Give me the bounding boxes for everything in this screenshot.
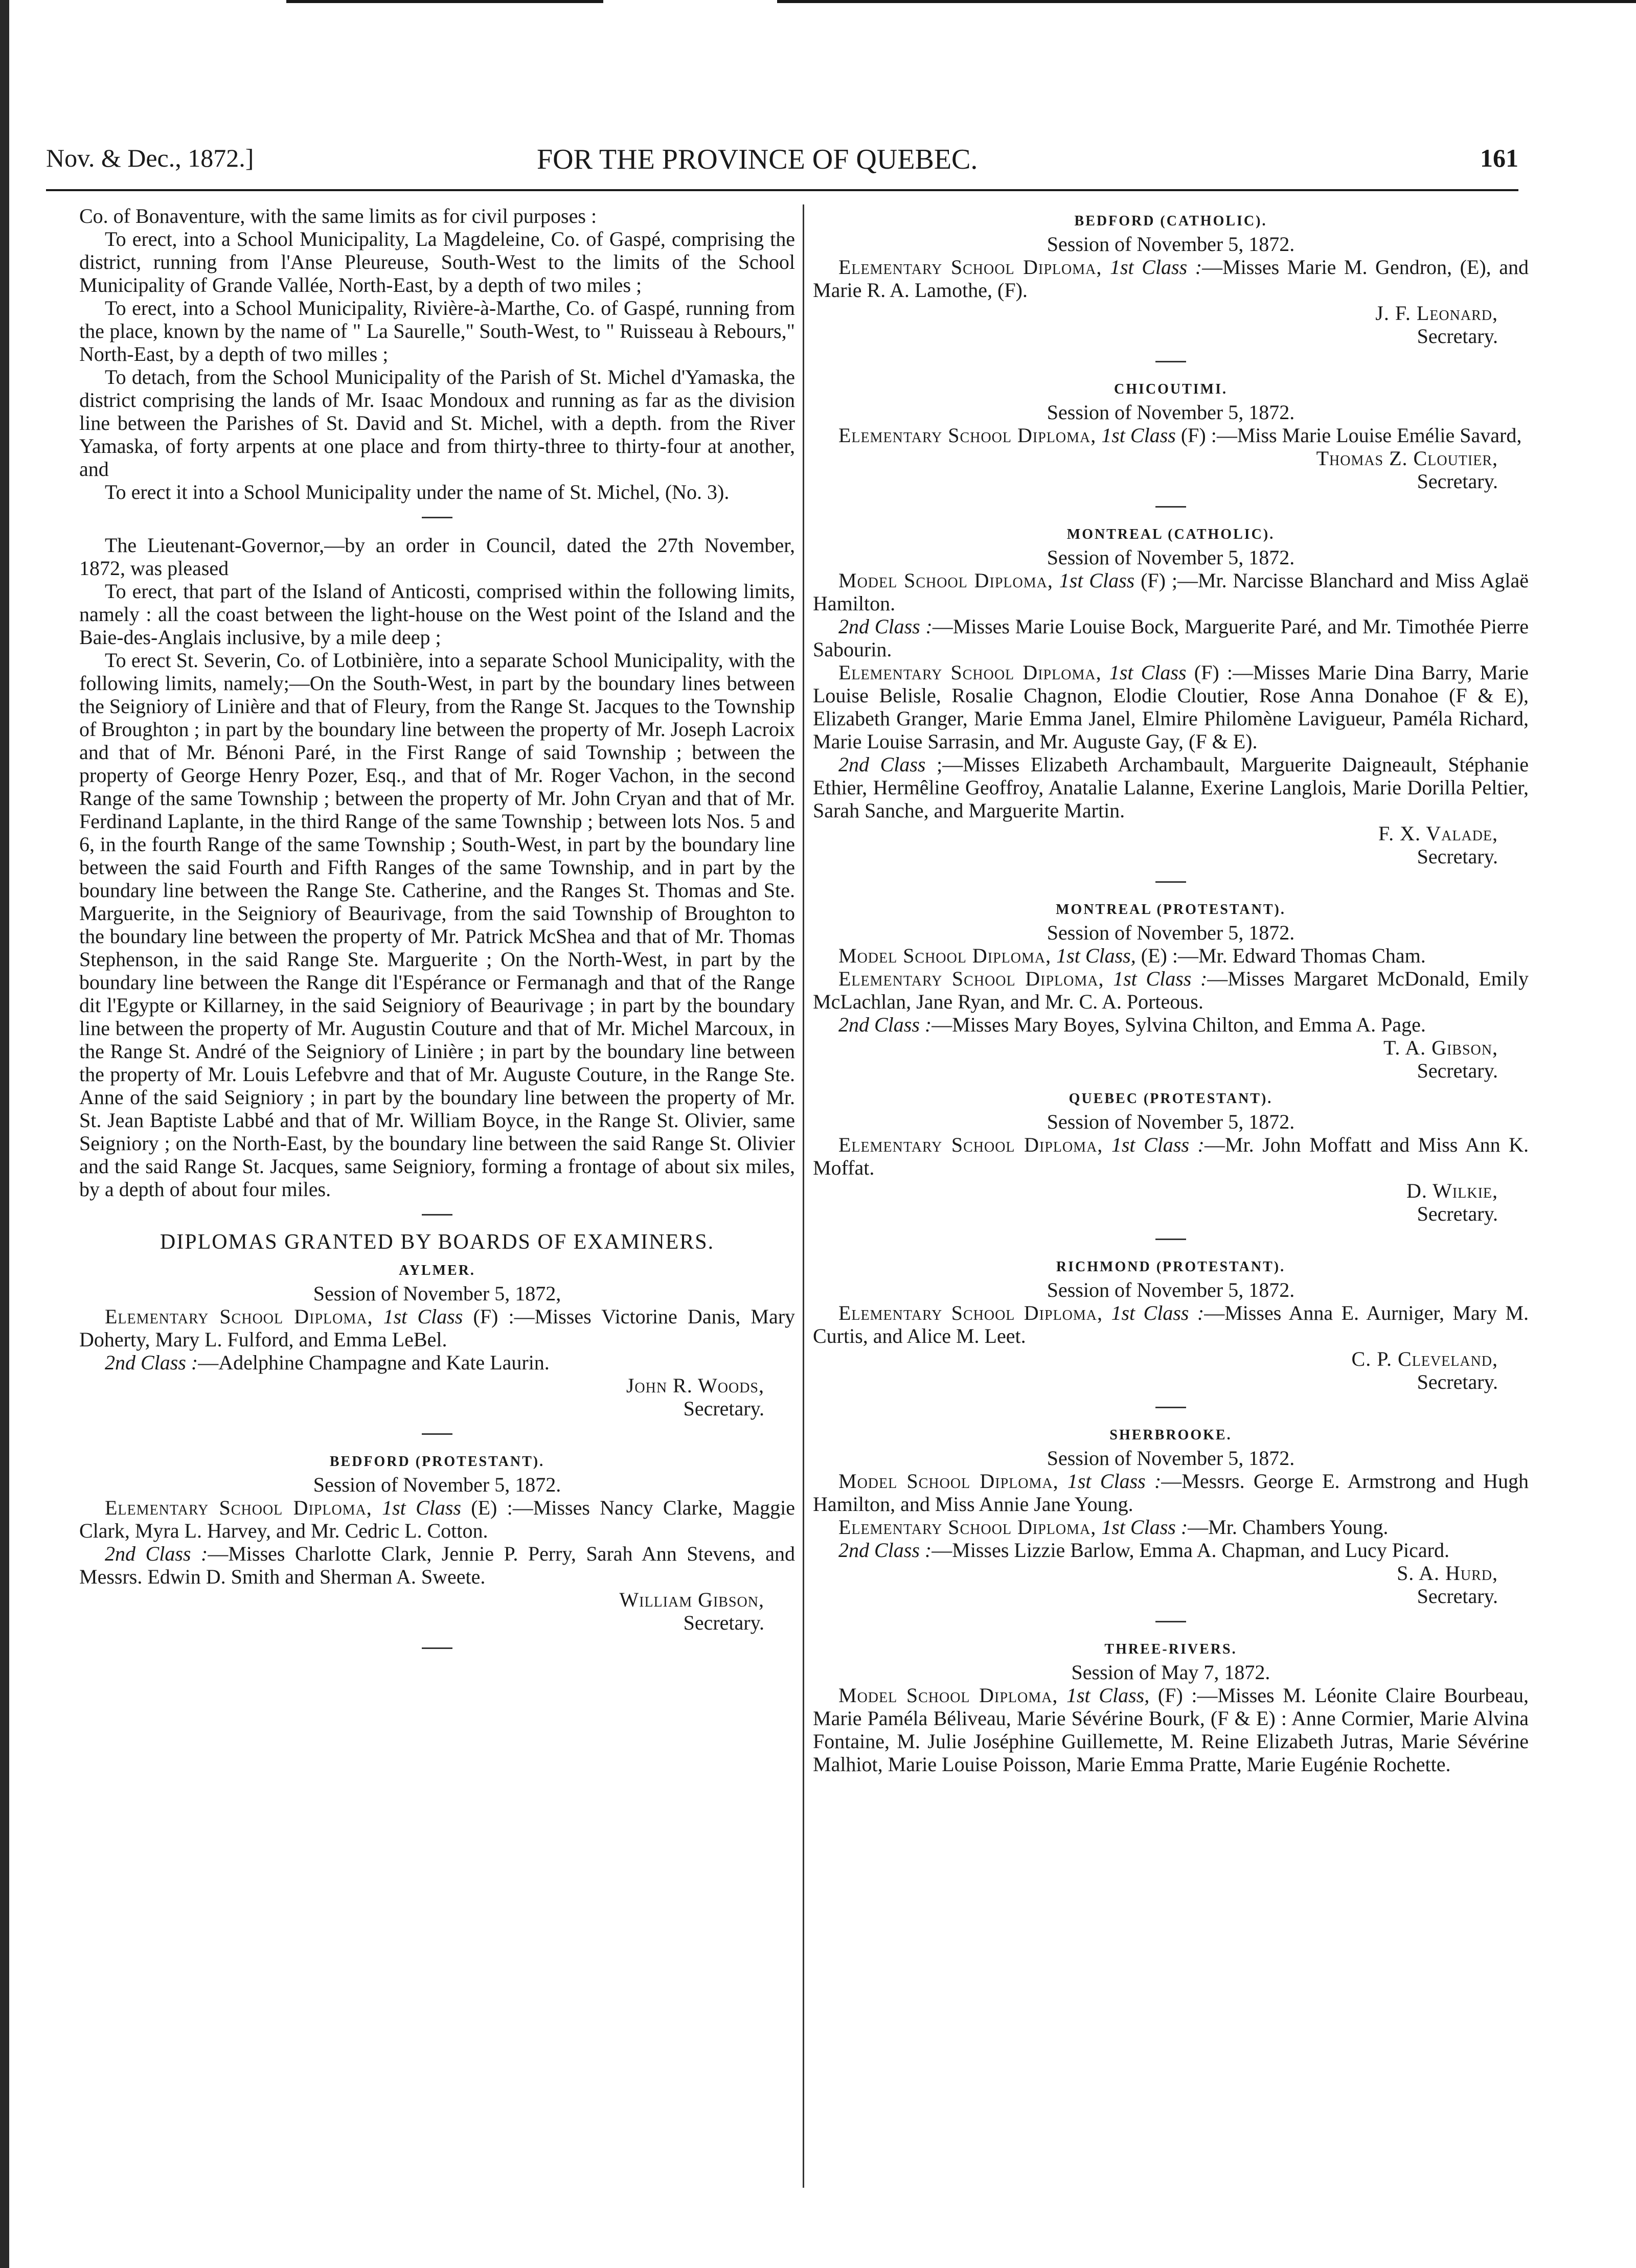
header-date: Nov. & Dec., 1872.] [46, 144, 254, 172]
secretary-name: John R. Woods, [626, 1374, 764, 1397]
secretary-title: Secretary. [1417, 1202, 1498, 1225]
diploma-entry: Model School Diploma, 1st Class :—Messrs. George E. Armstrong and Hugh Hamilton, and Miss Annie Jane Young. [813, 1470, 1529, 1516]
paragraph: The Lieutenant-Governor,—by an order in Council, dated the 27th November, 1872, was pleased [79, 534, 795, 580]
secretary-name: T. A. Gibson, [1383, 1036, 1498, 1059]
board-name: THREE-RIVERS. [1104, 1641, 1237, 1657]
secretary-name: F. X. Valade, [1378, 822, 1498, 845]
section-separator [1155, 881, 1186, 883]
paragraph: Co. of Bonaventure, with the same limits as for civil purposes : [79, 204, 597, 227]
header-rule [46, 189, 1518, 191]
section-separator [1155, 1621, 1186, 1622]
top-rule-right [777, 0, 1636, 3]
session-date: Session of November 5, 1872. [1047, 233, 1295, 256]
session-date: Session of November 5, 1872. [1047, 401, 1295, 424]
running-header [46, 143, 1518, 184]
page-edge-shadow [0, 0, 9, 2268]
board-name: RICHMOND (PROTESTANT). [1056, 1259, 1286, 1275]
diploma-entry: 2nd Class :—Misses Charlotte Clark, Jennie P. Perry, Sarah Ann Stevens, and Messrs. Edwin D. Smith and Sherman A. Sweete. [79, 1542, 795, 1588]
diploma-entry: Elementary School Diploma, 1st Class :—Misses Marie M. Gendron, (E), and Marie R. A. Lamothe, (F). [813, 256, 1529, 302]
diploma-entry: Model School Diploma, 1st Class, (F) :—Misses M. Léonite Claire Bourbeau, Marie Paméla Béliveau, Marie Sévérine Bourk, (F & E) : Anne Cormier, Marie Alvina Fontaine, M. Julie Joséphine Guillemette, M. Reine Elizabeth Jutras, Marie Sévérine Malhiot, Marie Louise Poisson, Marie Emma Pratte, Marie Eugénie Rochette. [813, 1684, 1529, 1776]
diploma-entry: Elementary School Diploma, 1st Class (F) :—Miss Marie Louise Emélie Savard, [838, 424, 1522, 447]
diploma-entry: Elementary School Diploma, 1st Class (F) :—Misses Victorine Danis, Mary Doherty, Mary L. Fulford, and Emma LeBel. [79, 1305, 796, 1351]
board-name: BEDFORD (CATHOLIC). [1074, 213, 1267, 229]
secretary-name: Thomas Z. Cloutier, [1316, 447, 1498, 470]
section-separator [422, 1433, 452, 1435]
secretary-title: Secretary. [683, 1611, 764, 1634]
section-separator [422, 1647, 452, 1649]
diploma-entry: Elementary School Diploma, 1st Class :—Misses Anna E. Aurniger, Mary M. Curtis, and Alice M. Leet. [813, 1301, 1529, 1347]
section-separator [422, 1214, 452, 1216]
page-number: 161 [1480, 144, 1518, 172]
secretary-name: D. Wilkie, [1406, 1179, 1498, 1202]
session-date: Session of November 5, 1872. [1047, 1447, 1295, 1470]
left-column [79, 204, 795, 1664]
session-date: Session of November 5, 1872. [1047, 546, 1295, 569]
diploma-entry: Model School Diploma, 1st Class, (E) :—Mr. Edward Thomas Cham. [838, 944, 1426, 967]
section-separator [1155, 361, 1186, 362]
session-date: Session of November 5, 1872, [313, 1282, 561, 1305]
secretary-name: S. A. Hurd, [1397, 1562, 1498, 1585]
diploma-entry: 2nd Class :—Adelphine Champagne and Kate Laurin. [105, 1351, 550, 1374]
board-name: AYLMER. [399, 1263, 475, 1278]
secretary-title: Secretary. [1417, 845, 1498, 868]
diploma-entry: Model School Diploma, 1st Class (F) ;—Mr. Narcisse Blanchard and Miss Aglaë Hamilton. [813, 569, 1529, 615]
diploma-entry: Elementary School Diploma, 1st Class (F) :—Misses Marie Dina Barry, Marie Louise Belisle, Rosalie Chagnon, Elodie Cloutier, Rose Anna Donahoe (F & E), Elizabeth Granger, Marie Emma Janel, Elmire Philomène Lavigueur, Paméla Richard, Marie Louise Sarrasin, and Mr. Auguste Gay, (F & E). [813, 661, 1529, 753]
board-name: CHICOUTIMI. [1114, 381, 1228, 397]
secretary-name: William Gibson, [619, 1588, 764, 1611]
header-title: FOR THE PROVINCE OF QUEBEC. [537, 144, 978, 175]
session-date: Session of November 5, 1872. [1047, 921, 1295, 944]
paragraph: To erect, into a School Municipality, La Magdeleine, Co. of Gaspé, comprising the district, running from l'Anse Pleureuse, South-West to the limits of the School Municipality of Grande Vallée, North-East, by a depth of two miles ; [79, 227, 795, 296]
board-name: QUEBEC (PROTESTANT). [1069, 1091, 1273, 1107]
secretary-name: C. P. Cleveland, [1351, 1347, 1498, 1370]
section-separator [1155, 506, 1186, 508]
board-name: SHERBROOKE. [1109, 1427, 1232, 1443]
paragraph: To erect St. Severin, Co. of Lotbinière, into a separate School Municipality, with the following limits, namely;—On the South-West, in part by the boundary lines between the Seigniory of Linière and that of Fleury, from the Range St. Jacques to the Township of Broughton ; in part by the boundary line between the property of Mr. Joseph Lacroix and that of Mr. Bénoni Paré, in the First Range of said Township ; between the property of George Henry Pozer, Esq., and that of Mr. Roger Vachon, in the second Range of the same Township ; between the property of Mr. John Cryan and that of Mr. Ferdinand Laplante, in the third Range of the same Township ; between lots Nos. 5 and 6, in the fourth Range of the same Township ; South-West, in part by the boundary line between the said Fourth and Fifth Ranges of the same Township, and in part by the boundary line between the Range Ste. Catherine, and the Ranges St. Thomas and Ste. Marguerite, in the Seigniory of Beaurivage, from the said Township of Broughton to the boundary line between the property of Mr. Patrick McShea and that of Mr. Thomas Stephenson, in the said Range Ste. Marguerite ; On the North-West, in part by the boundary line between the Range dit l'Espérance or Fermanagh and that of the Range dit l'Egypte or Killarney, in the said Seigniory of Beaurivage ; in part by the boundary line between the property of Mr. Augustin Couture and that of Mr. Michel Marcoux, in the Range St. André of the Seigniory of Linière ; in part by the boundary line between the property of Mr. Louis Lefebvre and that of Mr. Auguste Couture, in the Range Ste. Anne of the said Seigniory ; in part by the boundary line between the property of Mr. St. Jean Baptiste Labbé and that of Mr. William Boyce, in the Range St. Olivier, same Seigniory ; on the North-East, by the boundary line between the said Range St. Olivier and the said Range St. Jacques, same Seigniory, forming a frontage of about six miles, by a depth of about four miles. [79, 649, 795, 1201]
diploma-entry: 2nd Class :—Misses Mary Boyes, Sylvina Chilton, and Emma A. Page. [838, 1013, 1426, 1036]
session-date: Session of November 5, 1872. [313, 1473, 561, 1496]
diploma-entry: Elementary School Diploma, 1st Class (E) :—Misses Nancy Clarke, Maggie Clark, Myra L. Harvey, and Mr. Cedric L. Cotton. [79, 1496, 795, 1542]
session-date: Session of November 5, 1872. [1047, 1278, 1295, 1301]
board-name: MONTREAL (PROTESTANT). [1056, 902, 1286, 918]
secretary-title: Secretary. [683, 1397, 764, 1420]
session-date: Session of November 5, 1872. [1047, 1110, 1295, 1133]
section-separator [1155, 1239, 1186, 1240]
diploma-entry: 2nd Class :—Misses Marie Louise Bock, Marguerite Paré, and Mr. Timothée Pierre Sabourin. [813, 615, 1529, 661]
section-separator [1155, 1407, 1186, 1408]
top-rule-left [286, 0, 603, 3]
right-column [813, 204, 1529, 1776]
secretary-title: Secretary. [1417, 1059, 1498, 1082]
secretary-title: Secretary. [1417, 1585, 1498, 1608]
board-name: BEDFORD (PROTESTANT). [329, 1454, 545, 1470]
secretary-title: Secretary. [1417, 325, 1498, 348]
paragraph: To erect, that part of the Island of Anticosti, comprised within the following limits, namely : all the coast between the light-house on the West point of the Island and the Baie-des-Anglais inclusive, by a mile deep ; [79, 580, 795, 649]
section-separator [422, 517, 452, 518]
secretary-title: Secretary. [1417, 1370, 1498, 1393]
secretary-title: Secretary. [1417, 470, 1498, 493]
diploma-entry: 2nd Class :—Misses Lizzie Barlow, Emma A. Chapman, and Lucy Picard. [838, 1539, 1449, 1562]
diploma-entry: Elementary School Diploma, 1st Class :—Misses Margaret McDonald, Emily McLachlan, Jane Ryan, and Mr. C. A. Porteous. [813, 967, 1529, 1013]
paragraph: To erect it into a School Municipality under the name of St. Michel, (No. 3). [105, 480, 730, 503]
diploma-entry: Elementary School Diploma, 1st Class :—Mr. John Moffatt and Miss Ann K. Moffat. [813, 1133, 1529, 1179]
column-divider [803, 204, 804, 2188]
diploma-entry: 2nd Class ;—Misses Elizabeth Archambault, Marguerite Daigneault, Stéphanie Ethier, Hermêline Geoffroy, Anatalie Lalanne, Exerine Langlois, Marie Dorilla Peltier, Sarah Sanche, and Marguerite Martin. [813, 753, 1529, 822]
session-date: Session of May 7, 1872. [1071, 1661, 1270, 1684]
diplomas-heading: DIPLOMAS GRANTED BY BOARDS OF EXAMINERS. [160, 1230, 715, 1254]
secretary-name: J. F. Leonard, [1375, 302, 1498, 325]
paragraph: To erect, into a School Municipality, Rivière-à-Marthe, Co. of Gaspé, running from the place, known by the name of " La Saurelle," South-West, to " Ruisseau à Rebours," North-East, by a depth of two milles ; [79, 296, 795, 365]
diploma-entry: Elementary School Diploma, 1st Class :—Mr. Chambers Young. [838, 1516, 1389, 1539]
board-name: MONTREAL (CATHOLIC). [1066, 526, 1275, 542]
paragraph: To detach, from the School Municipality of the Parish of St. Michel d'Yamaska, the district comprising the lands of Mr. Isaac Mondoux and running as far as the division line between the Parishes of St. David and St. Michel, with a depth. from the River Yamaska, of forty arpents at one place and from thirty-three to thirty-four at another, and [79, 365, 795, 480]
